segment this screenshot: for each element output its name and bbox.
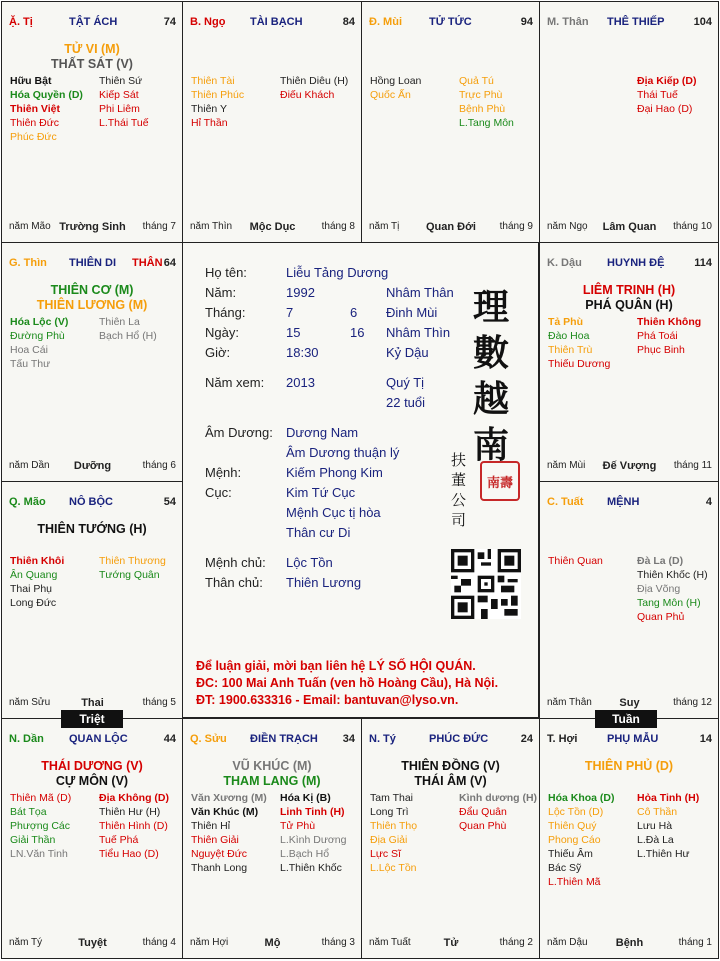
amduong-label: Âm Dương: [205, 425, 273, 440]
star-column-right [637, 74, 719, 116]
star-column-right [99, 554, 183, 582]
star-item: Quốc Ấn [370, 89, 411, 101]
star-column-left [548, 315, 636, 371]
main-stars [540, 283, 718, 313]
palace-age: 114 [694, 257, 712, 269]
palace-year: năm Ngọ [547, 221, 588, 232]
star-column-left [191, 74, 279, 130]
star-item: Hỉ Thần [191, 117, 228, 129]
palace-house: MỆNH [607, 496, 640, 508]
star-item: L.Đà La [637, 834, 674, 846]
palace-cell [1, 1, 183, 243]
main-star: VŨ KHÚC (M) [232, 759, 312, 773]
palace-month: tháng 3 [321, 937, 355, 948]
star-item: Hóa Lộc (V) [10, 316, 69, 328]
palace-cell [1, 481, 183, 719]
palace-stage: Mộc Dục [249, 221, 296, 233]
palace-month: tháng 2 [499, 937, 533, 948]
palace-year: năm Thìn [190, 221, 233, 232]
main-star: THAM LANG (M) [223, 774, 321, 788]
red-seal-stamp [480, 461, 520, 501]
menhchu: Lộc Tồn [286, 555, 333, 570]
palace-footer [547, 460, 712, 473]
star-column-right [637, 554, 719, 624]
palace-month: tháng 4 [142, 937, 176, 948]
star-item: Tuế Phá [99, 834, 139, 846]
day-label: Ngày: [205, 325, 239, 340]
star-column-left [10, 791, 98, 861]
main-stars [2, 283, 182, 313]
palace-branch: N. Dần [9, 733, 44, 745]
star-item: Thiên Khôi [10, 555, 65, 567]
star-item: Thiên Mã (D) [10, 792, 72, 804]
logo-char: 南 [473, 424, 510, 466]
star-item: L.Lộc Tồn [370, 862, 417, 874]
palace-month: tháng 11 [673, 460, 712, 471]
palace-header [547, 257, 712, 271]
star-column-right [280, 74, 362, 102]
star-column-right [99, 315, 183, 343]
palace-year: năm Hợi [190, 937, 229, 948]
main-star: THIÊN CƠ (M) [50, 283, 134, 297]
palace-age: 74 [163, 16, 176, 28]
star-item: Thai Phụ [10, 583, 53, 595]
birth-day-lunar: 16 [350, 325, 365, 340]
palace-year: năm Tị [369, 221, 400, 232]
star-item: Thiên Sứ [99, 75, 143, 87]
star-item: Hóa Khoa (D) [548, 792, 615, 804]
cuc: Kim Tứ Cục [286, 485, 356, 500]
star-item: Đà La (D) [637, 555, 684, 567]
star-item: Thiên Giải [191, 834, 239, 846]
palace-footer [9, 460, 176, 473]
star-item: Thiên Thọ [370, 820, 418, 832]
star-column-right [459, 74, 540, 130]
star-item: Thiên Hỉ [191, 820, 231, 832]
palace-stage: Suy [619, 697, 640, 709]
birth-month: 7 [286, 305, 294, 320]
star-item: LN.Văn Tinh [10, 848, 68, 860]
star-column-right [637, 315, 719, 357]
star-item: Thiếu Dương [548, 358, 611, 370]
star-item: Hỏa Tinh (H) [637, 792, 700, 804]
star-column-left [370, 74, 458, 102]
star-item: Hóa Quyền (D) [10, 89, 83, 101]
horoscope-chart [1, 1, 719, 959]
palace-house: NÔ BỘC [69, 496, 113, 508]
palace-month: tháng 7 [142, 221, 176, 232]
star-item: Văn Khúc (M) [191, 806, 259, 818]
star-column-left [10, 74, 98, 144]
star-item: Thiên Khốc (H) [637, 569, 708, 581]
palace-footer [547, 697, 712, 710]
star-item: Ân Quang [10, 569, 58, 581]
star-item: Thiên Hình (D) [99, 820, 168, 832]
amduong: Dương Nam [286, 425, 359, 440]
star-column-left [370, 791, 458, 875]
palace-header [190, 16, 355, 30]
star-item: Quan Phù [459, 820, 507, 832]
logo-small-char: 司 [451, 511, 467, 529]
palace-stage: Tuyệt [78, 937, 107, 949]
star-item: Bệnh Phù [459, 103, 506, 115]
star-item: Phục Binh [637, 344, 685, 356]
star-item: Thiên Trù [548, 344, 593, 356]
palace-stage: Đế Vượng [602, 460, 657, 472]
star-item: Linh Tinh (H) [280, 806, 345, 818]
palace-header [547, 496, 712, 510]
main-stars [2, 42, 182, 72]
palace-cell [361, 718, 540, 959]
star-item: Lộc Tồn (D) [548, 806, 604, 818]
star-item: Tam Thai [370, 792, 413, 804]
seal-char: 壽 [500, 475, 514, 491]
star-item: Thiên Phúc [191, 89, 245, 101]
birth-hour: 18:30 [286, 345, 319, 360]
star-item: Phi Liêm [99, 103, 140, 115]
logo-small-char: 扶 [451, 451, 467, 469]
star-item: Kiếp Sát [99, 89, 139, 101]
palace-month: tháng 8 [321, 221, 355, 232]
palace-branch: K. Dậu [547, 257, 582, 269]
menh: Kiếm Phong Kim [286, 465, 383, 480]
star-column-right [637, 791, 719, 861]
palace-branch: G. Thìn [9, 257, 47, 269]
contact-line: Để luận giải, mời bạn liên hệ LÝ SỐ HỘI QUÁN. [196, 659, 476, 673]
palace-than-marker: THÂN [132, 257, 163, 269]
star-item: Long Trì [370, 806, 409, 818]
main-star: LIÊM TRINH (H) [582, 283, 676, 297]
palace-cell [539, 242, 719, 482]
palace-cell [539, 1, 719, 243]
star-column-right [99, 791, 183, 861]
palace-cell [539, 718, 719, 959]
star-item: Tiểu Hao (D) [99, 848, 159, 860]
star-item: Thiên Hư (H) [99, 806, 161, 818]
star-item: L.Tang Môn [459, 117, 514, 129]
palace-branch: B. Ngọ [190, 16, 226, 28]
palace-header [9, 733, 176, 747]
palace-month: tháng 10 [673, 221, 712, 232]
palace-branch: C. Tuất [547, 496, 584, 508]
palace-age: 34 [342, 733, 355, 745]
palace-stage: Lâm Quan [602, 221, 657, 233]
star-item: Phong Cáo [548, 834, 601, 846]
logo-char: 數 [473, 332, 510, 374]
palace-cell [361, 1, 540, 243]
star-item: Đào Hoa [548, 330, 590, 342]
palace-header [9, 16, 176, 30]
palace-house: ĐIỀN TRẠCH [250, 733, 318, 745]
star-item: Cô Thần [637, 806, 678, 818]
palace-branch: Q. Mão [9, 496, 46, 508]
star-item: L.Kình Dương [280, 834, 347, 846]
year-label: Năm: [205, 285, 237, 300]
star-item: Địa Võng [637, 583, 681, 595]
palace-house: THÊ THIẾP [607, 16, 665, 28]
than-cu: Thân cư Di [286, 525, 351, 540]
star-item: Thiên Không [637, 316, 702, 328]
palace-year: năm Tuất [369, 937, 411, 948]
star-item: Tấu Thư [10, 358, 51, 370]
star-item: Trực Phù [459, 89, 503, 101]
palace-year: năm Dậu [547, 937, 588, 948]
palace-header [9, 257, 176, 271]
person-name: Liễu Tảng Dương [286, 265, 389, 280]
main-stars [362, 759, 539, 789]
star-item: Long Đức [10, 597, 57, 609]
palace-house: TẬT ÁCH [69, 16, 118, 28]
palace-year: năm Mùi [547, 460, 586, 471]
main-stars [183, 759, 361, 789]
star-item: Thiên La [99, 316, 140, 328]
palace-age: 84 [342, 16, 355, 28]
star-item: Lực Sĩ [370, 848, 401, 860]
main-star: THIÊN LƯƠNG (M) [36, 298, 148, 312]
star-item: Địa Giải [370, 834, 408, 846]
contact-address: ĐC: 100 Mai Anh Tuấn (ven hồ Hoàng Cầu), Hà Nội. [196, 676, 499, 690]
palace-age: 44 [163, 733, 176, 745]
star-item: L.Thái Tuế [99, 117, 149, 129]
contact-phone-email[interactable]: ĐT: 1900.633316 - Email: bantuvan@lyso.vn. [196, 693, 459, 707]
star-item: Thiếu Âm [548, 848, 593, 860]
main-star: THIÊN ĐỒNG (V) [401, 759, 500, 773]
star-item: Giải Thần [10, 834, 56, 846]
main-star: THIÊN PHỦ (D) [584, 759, 674, 773]
palace-stage: Thai [81, 697, 104, 709]
palace-header [9, 496, 176, 510]
star-item: Hóa Kị (B) [280, 792, 331, 804]
palace-year: năm Thân [547, 697, 592, 708]
palace-house: HUYNH ĐỆ [607, 257, 665, 269]
star-item: Bát Tọa [10, 806, 47, 818]
palace-house: THIÊN DI [69, 257, 117, 269]
star-column-left [548, 791, 636, 889]
palace-house: TỬ TỨC [429, 16, 472, 28]
main-stars [540, 759, 718, 774]
palace-stage: Bệnh [615, 937, 644, 949]
palace-house: PHÚC ĐỨC [429, 733, 489, 745]
palace-month: tháng 9 [499, 221, 533, 232]
amduong-note: Âm Dương thuận lý [286, 445, 400, 460]
palace-month: tháng 12 [673, 697, 712, 708]
palace-cell [1, 242, 183, 482]
palace-header [190, 733, 355, 747]
palace-cell [1, 718, 183, 959]
birth-month-canchi: Đinh Mùi [386, 305, 438, 320]
palace-footer [9, 697, 176, 710]
star-item: Thiên Quý [548, 820, 597, 832]
palace-month: tháng 5 [142, 697, 176, 708]
view-year-label: Năm xem: [205, 375, 265, 390]
birth-day: 15 [286, 325, 301, 340]
view-year-canchi: Quý Tị [386, 375, 425, 390]
palace-branch: Ặ. Tị [9, 16, 33, 28]
qr-code-icon[interactable] [451, 549, 521, 619]
star-item: Thiên Đức [10, 117, 60, 129]
birth-hour-canchi: Kỷ Dậu [386, 345, 429, 360]
main-stars [2, 522, 182, 537]
palace-cell [539, 481, 719, 719]
palace-cell [182, 718, 362, 959]
star-item: Bạch Hổ (H) [99, 330, 157, 342]
palace-stage: Quan Đới [426, 221, 476, 233]
palace-header [369, 16, 533, 30]
palace-age: 104 [693, 16, 712, 28]
star-column-right [280, 791, 362, 875]
star-item: Thanh Long [191, 862, 248, 874]
logo-small-char: 董 [451, 471, 467, 489]
palace-header [547, 16, 712, 30]
star-column-right [459, 791, 540, 833]
age: 22 tuổi [386, 395, 426, 410]
star-item: Thiên Diêu (H) [280, 75, 349, 87]
palace-year: năm Tý [9, 937, 43, 948]
star-item: Lưu Hà [637, 820, 673, 832]
palace-house: QUAN LỘC [69, 733, 128, 745]
star-item: L.Thiên Mã [548, 876, 601, 888]
logo-small-char: 公 [451, 491, 467, 509]
palace-branch: N. Tý [369, 733, 396, 745]
main-star: TỬ VI (M) [64, 42, 120, 56]
palace-footer [369, 221, 533, 234]
main-star: THÁI ÂM (V) [414, 774, 487, 788]
palace-year: năm Mão [9, 221, 51, 232]
main-star: THÁI DƯƠNG (V) [41, 759, 143, 773]
palace-footer [9, 221, 176, 234]
star-item: L.Thiên Khốc [280, 862, 342, 874]
birth-day-canchi: Nhâm Thìn [386, 325, 451, 340]
palace-footer [9, 937, 176, 950]
star-item: Địa Kiếp (D) [637, 75, 697, 87]
star-item: L.Thiên Hư [637, 848, 690, 860]
star-item: Hoa Cái [10, 344, 48, 356]
palace-month: tháng 1 [678, 937, 712, 948]
palace-age: 64 [163, 257, 176, 269]
thanchu-label: Thân chủ: [205, 575, 263, 590]
palace-stage: Tử [443, 937, 459, 949]
star-item: Quả Tú [459, 75, 494, 87]
star-item: Kình dương (H) [459, 792, 538, 804]
palace-age: 4 [705, 496, 712, 508]
star-column-left [10, 554, 98, 610]
main-star: THIÊN TƯỚNG (H) [37, 522, 147, 536]
star-item: Thiên Việt [10, 103, 60, 115]
menh-label: Mệnh: [205, 465, 242, 480]
star-item: Văn Xương (M) [191, 792, 267, 804]
palace-branch: Đ. Mùi [369, 16, 402, 28]
palace-year: năm Dần [9, 460, 50, 471]
center-info-panel [182, 242, 539, 718]
palace-age: 94 [520, 16, 533, 28]
star-item: Tướng Quân [99, 569, 160, 581]
palace-month: tháng 6 [142, 460, 176, 471]
star-item: Phượng Các [10, 820, 71, 832]
palace-branch: M. Thân [547, 16, 589, 28]
palace-stage: Dưỡng [73, 460, 112, 472]
seal-char: 南 [486, 475, 500, 491]
star-item: Thiên Quan [548, 555, 603, 567]
logo-char: 越 [473, 378, 510, 420]
star-item: Thiên Thương [99, 555, 166, 567]
star-item: Thiên Y [191, 103, 227, 115]
star-column-left [548, 554, 636, 568]
name-label: Họ tên: [205, 265, 247, 280]
star-item: Đại Hao (D) [637, 103, 693, 115]
palace-stage: Mộ [264, 937, 281, 949]
main-star: THẤT SÁT (V) [51, 57, 133, 71]
tuan-tag: Tuần [595, 710, 657, 728]
palace-stage: Trường Sinh [59, 221, 126, 233]
palace-footer [190, 937, 355, 950]
star-item: Phá Toái [637, 330, 678, 342]
star-item: Tang Môn (H) [637, 597, 701, 609]
cuc-label: Cục: [205, 485, 232, 500]
star-item: Hồng Loan [370, 75, 422, 87]
cuc-note: Mệnh Cục tị hòa [286, 505, 381, 520]
star-item: Điếu Khách [280, 89, 335, 101]
menhchu-label: Mệnh chủ: [205, 555, 266, 570]
star-item: Hữu Bật [10, 75, 52, 87]
palace-header [369, 733, 533, 747]
palace-age: 24 [520, 733, 533, 745]
star-item: Nguyệt Đức [191, 848, 248, 860]
triet-tag: Triệt [61, 710, 123, 728]
palace-year: năm Sửu [9, 697, 51, 708]
star-item: Đẩu Quân [459, 806, 507, 818]
star-item: Tả Phù [548, 316, 584, 328]
palace-footer [190, 221, 355, 234]
palace-footer [547, 937, 712, 950]
star-item: Thiên Tài [191, 75, 235, 87]
star-item: Địa Không (D) [99, 792, 169, 804]
palace-header [547, 733, 712, 747]
star-item: Phúc Đức [10, 131, 57, 143]
logo-char: 理 [473, 286, 510, 328]
star-item: Đường Phù [10, 330, 65, 342]
palace-cell [182, 1, 362, 243]
star-column-right [99, 74, 183, 130]
star-item: L.Bạch Hổ [280, 848, 330, 860]
month-label: Tháng: [205, 305, 246, 320]
palace-branch: T. Hợi [547, 733, 578, 745]
main-star: PHÁ QUÂN (H) [585, 298, 673, 312]
palace-house: PHỤ MẪU [607, 733, 659, 745]
palace-branch: Q. Sửu [190, 733, 227, 745]
palace-footer [547, 221, 712, 234]
birth-year-canchi: Nhâm Thân [386, 285, 454, 300]
star-item: Thái Tuế [637, 89, 678, 101]
star-item: Quan Phủ [637, 611, 685, 623]
star-column-left [10, 315, 98, 371]
thanchu: Thiên Lương [286, 575, 362, 590]
star-column-left [191, 791, 279, 875]
palace-age: 14 [699, 733, 712, 745]
palace-footer [369, 937, 533, 950]
main-star: CỰ MÔN (V) [55, 774, 129, 788]
palace-age: 54 [163, 496, 176, 508]
birth-year: 1992 [286, 285, 315, 300]
star-item: Tử Phù [280, 820, 316, 832]
star-item: Bác Sỹ [548, 862, 582, 874]
palace-house: TÀI BẠCH [250, 16, 303, 28]
main-stars [2, 759, 182, 789]
hour-label: Giờ: [205, 345, 231, 360]
birth-month-lunar: 6 [350, 305, 358, 320]
view-year: 2013 [286, 375, 315, 390]
